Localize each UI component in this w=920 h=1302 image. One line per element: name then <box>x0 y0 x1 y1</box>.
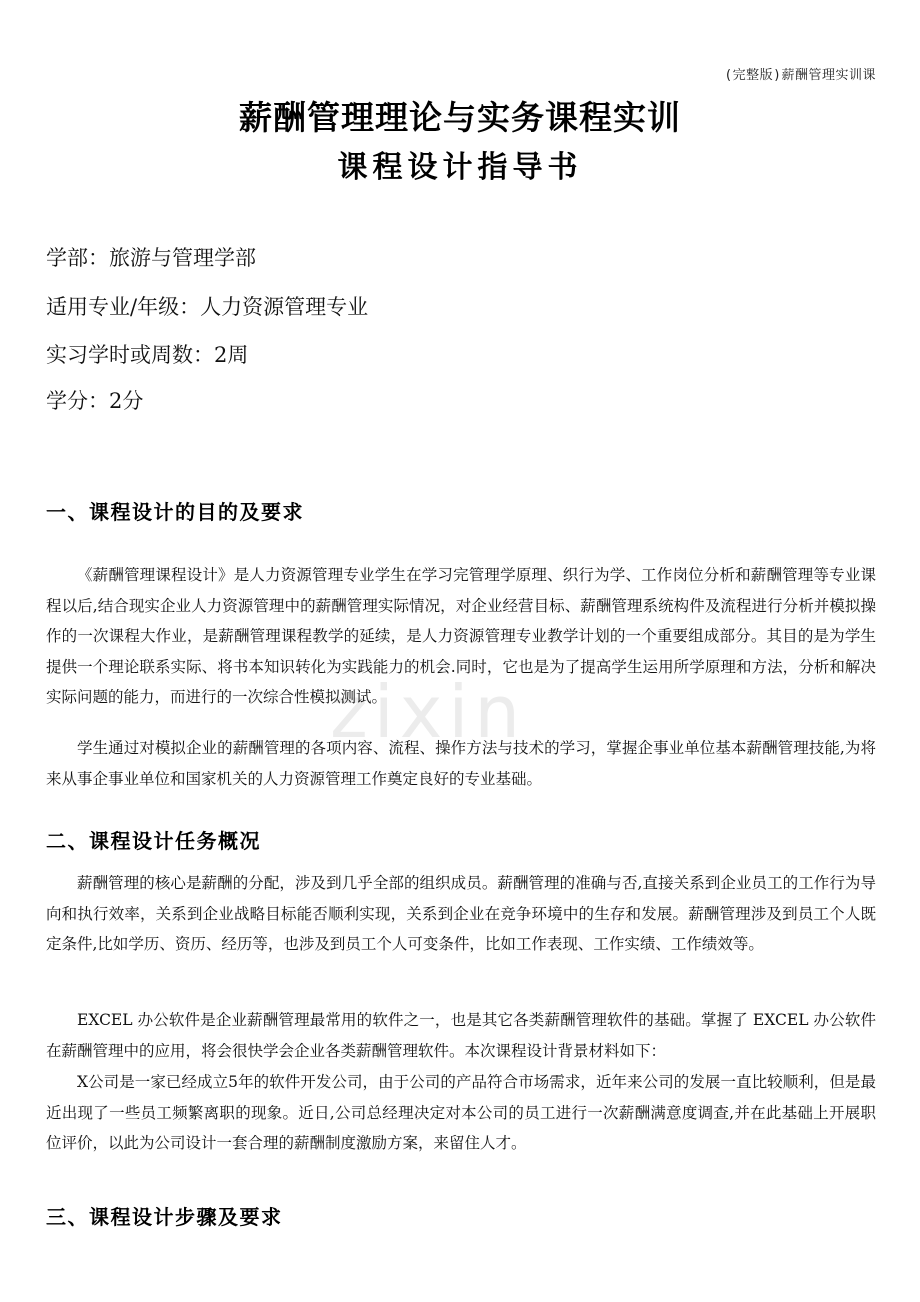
section-1-paragraph-1: 《薪酬管理课程设计》是人力资源管理专业学生在学习完管理学原理、织行为学、工作岗位分析和薪酬管理等专业课程以后,结合现实企业人力资源管理中的薪酬管理实际情况，对企业经营目标、薪酬管理系统构件及流程进行分析并模拟操作的一次课程大作业，是薪酬管理课程教学的延续，是人力资源管理专业教学计划的一个重要组成部分。其目的是为学生提供一个理论联系实际、将书本知识转化为实践能力的机会.同时，它也是为了提高学生运用所学原理和方法，分析和解决实际问题的能力，而进行的一次综合性模拟测试。 <box>46 566 876 706</box>
section-2-paragraph-2: EXCEL 办公软件是企业薪酬管理最常用的软件之一，也是其它各类薪酬管理软件的基础。掌握了 EXCEL 办公软件在薪酬管理中的应用，将会很快学会企业各类薪酬管理软件。本次课程设计背景材料如下： <box>46 1011 876 1060</box>
section-1-paragraph-2: 学生通过对模拟企业的薪酬管理的各项内容、流程、操作方法与技术的学习，掌握企事业单位基本薪酬管理技能,为将来从事企事业单位和国家机关的人力资源管理工作奠定良好的专业基础。 <box>46 739 876 788</box>
section-heading-2: 二、课程设计任务概况 <box>46 829 261 853</box>
info-major: 适用专业/年级：人力资源管理专业 <box>46 295 369 319</box>
section-heading-1: 一、课程设计的目的及要求 <box>46 500 304 524</box>
watermark: zixin <box>330 670 527 754</box>
document-subtitle: 课程设计指导书 <box>337 150 583 185</box>
section-2-paragraph-1: 薪酬管理的核心是薪酬的分配，涉及到几乎全部的组织成员。薪酬管理的准确与否,直接关系到企业员工的工作行为导向和执行效率，关系到企业战略目标能否顺利实现，关系到企业在竞争环境中的生存和发展。薪酬管理涉及到员工个人既定条件,比如学历、资历、经历等，也涉及到员工个人可变条件，比如工作表现、工作实绩、工作绩效等。 <box>46 874 876 953</box>
section-heading-3: 三、课程设计步骤及要求 <box>46 1205 283 1229</box>
info-hours: 实习学时或周数：2周 <box>46 343 249 367</box>
document-title: 薪酬管理理论与实务课程实训 <box>239 98 681 137</box>
info-credits: 学分：2分 <box>46 389 144 413</box>
info-department: 学部：旅游与管理学部 <box>46 246 256 270</box>
running-header: (完整版)薪酬管理实训课 <box>724 68 876 83</box>
section-2-paragraph-3: X公司是一家已经成立5年的软件开发公司，由于公司的产品符合市场需求，近年来公司的发展一直比较顺利，但是最近出现了一些员工频繁离职的现象。近日,公司总经理决定对本公司的员工进行一次薪酬满意度调查,并在此基础上开展职位评价，以此为公司设计一套合理的薪酬制度激励方案，来留住人才。 <box>46 1073 876 1152</box>
